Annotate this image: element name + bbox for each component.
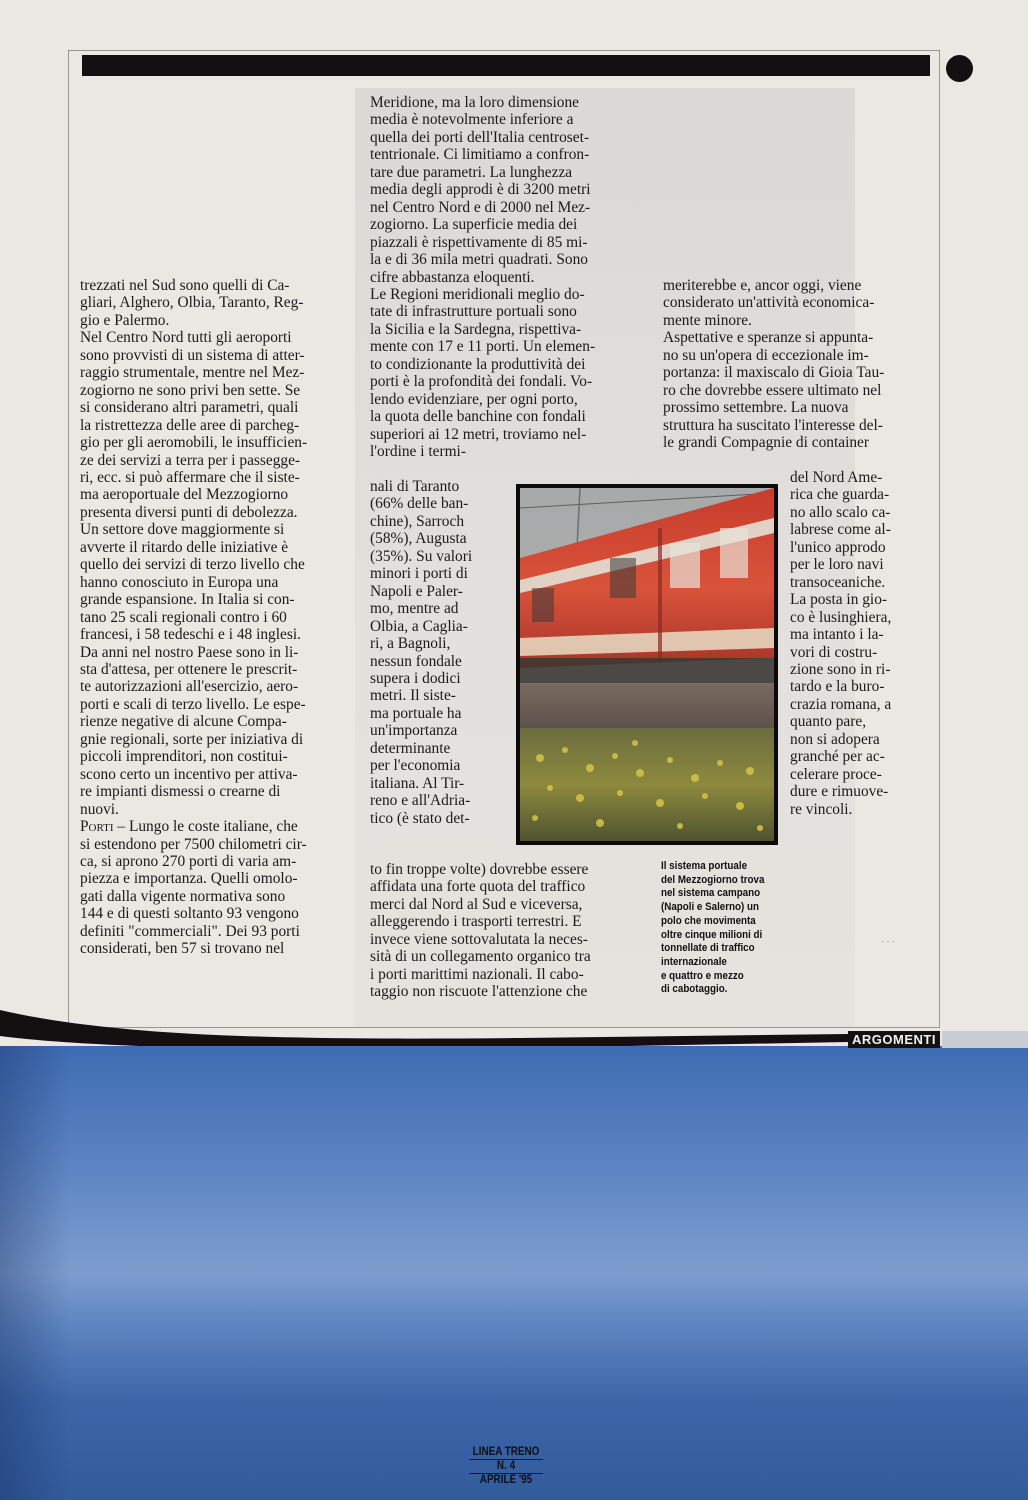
- column-3-paragraphs: [663, 277, 935, 452]
- text-line: gliari, Alghero, Olbia, Taranto, Reg-: [80, 294, 304, 312]
- text-line: la ristrettezza delle aree di parcheg-: [80, 416, 300, 434]
- footer-issue: N. 4: [469, 1460, 543, 1474]
- footer-magazine-name: LINEA TRENO: [469, 1446, 543, 1460]
- text-line: Napoli e Paler-: [370, 582, 463, 600]
- text-line: ze dei servizi a terra per i passegge-: [80, 451, 301, 469]
- sea-background: [0, 1046, 1028, 1500]
- text-line: porti è la profondità dei fondali. Vo-: [370, 373, 593, 391]
- text-line: un'importanza: [370, 722, 458, 740]
- text-line: ma aeroportuale del Mezzogiorno: [80, 486, 289, 504]
- text-line: gati dalla vigente normativa sono: [80, 887, 286, 905]
- text-line: co è lusinghiera,: [790, 608, 892, 626]
- text-line: taggio non riscuote l'attenzione che: [370, 983, 588, 1001]
- text-line: (58%), Augusta: [370, 530, 467, 548]
- train-photo: [516, 484, 778, 845]
- text-line: no su un'opera di eccezionale im-: [663, 346, 869, 364]
- text-line: to fin troppe volte) dovrebbe essere: [370, 861, 589, 878]
- section-label-extension: [942, 1031, 1028, 1048]
- text-line: determinante: [370, 739, 451, 757]
- text-line: zogiorno. La superficie media dei: [370, 216, 578, 234]
- caption-line: oltre cinque milioni di: [661, 928, 763, 941]
- text-line: francesi, i 58 tedeschi e i 48 inglesi.: [80, 626, 301, 644]
- text-line: ca, si aprono 270 porti di varia am-: [80, 852, 297, 870]
- text-line: si estendono per 7500 chilometri cir-: [80, 835, 307, 853]
- text-line: sono provvisti di un sistema di atter-: [80, 346, 305, 364]
- text-line: cifre abbastanza eloquenti.: [370, 268, 535, 286]
- text-line: definiti "commerciali". Dei 93 porti: [80, 922, 300, 940]
- text-line: considerati, ben 57 si trovano nel: [80, 940, 285, 958]
- caption-line: nel sistema campano: [661, 887, 761, 900]
- small-mark: · · ·: [881, 936, 895, 946]
- text-line: labrese come al-: [790, 521, 891, 539]
- text-line: crazia romana, a: [790, 695, 892, 713]
- text-line: affidata una forte quota del traffico: [370, 878, 586, 896]
- text-line: chine), Sarroch: [370, 512, 465, 530]
- text-line: la quota delle banchine con fondali: [370, 408, 586, 426]
- text-line: quello dei servizi di terzo livello che: [80, 556, 305, 574]
- text-line: invece viene sottovalutata la neces-: [370, 930, 588, 948]
- text-line: la e di 36 mila metri quadrati. Sono: [370, 251, 588, 269]
- footer-date: APRILE '95: [479, 1474, 533, 1486]
- column-2-wrap-text: [370, 478, 510, 827]
- caption-line: e quattro e mezzo: [661, 969, 744, 982]
- text-line: ma portuale ha: [370, 704, 462, 722]
- text-line: Da anni nel nostro Paese sono in li-: [80, 643, 299, 661]
- text-line: dure e rimuove-: [790, 783, 889, 801]
- text-line: ri, a Bagnoli,: [370, 635, 451, 653]
- porti-first-line: – Lungo le coste italiane, che: [113, 818, 298, 836]
- text-line: transoceaniche.: [790, 573, 886, 591]
- text-line: prossimo settembre. La nuova: [663, 399, 849, 417]
- text-line: te autorizzazioni all'esercizio, aero-: [80, 678, 299, 696]
- text-line: ro che dovrebbe essere ultimato nel: [663, 381, 882, 399]
- text-line: nel Centro Nord e di 2000 nel Mez-: [370, 198, 591, 216]
- text-line: reno e all'Adria-: [370, 792, 471, 810]
- text-line: trezzati nel Sud sono quelli di Ca-: [80, 277, 290, 294]
- text-line: nali di Taranto: [370, 478, 460, 495]
- text-line: piezza e importanza. Quelli omolo-: [80, 870, 298, 888]
- text-line: zogiorno ne sono privi ben sette. Se: [80, 381, 301, 399]
- text-line: tano 25 scali regionali contro i 60: [80, 608, 287, 626]
- article-column-2: [370, 94, 638, 461]
- text-line: mo, mentre ad: [370, 600, 459, 618]
- text-line: tico (è stato det-: [370, 809, 470, 827]
- text-line: considerato un'attività economica-: [663, 294, 875, 312]
- article-column-3: [663, 277, 935, 452]
- text-line: La posta in gio-: [790, 591, 888, 609]
- text-line: italiana. Al Tir-: [370, 774, 465, 792]
- text-line: Meridione, ma la loro dimensione: [370, 94, 580, 111]
- text-line: scono certo un incentivo per attiva-: [80, 765, 298, 783]
- text-line: mente minore.: [663, 311, 752, 329]
- text-line: nessun fondale: [370, 652, 462, 670]
- text-line: piazzali è rispettivamente di 85 mi-: [370, 233, 588, 251]
- text-line: superiori ai 12 metri, troviamo nel-: [370, 425, 587, 443]
- text-line: hanno conosciuto in Europa una: [80, 573, 279, 591]
- text-line: rienze negative di alcune Compa-: [80, 713, 287, 731]
- text-line: tardo e la buro-: [790, 678, 885, 696]
- text-line: l'unico approdo: [790, 538, 886, 556]
- porti-label: Porti: [80, 818, 114, 836]
- text-line: tate di infrastrutture portuali sono: [370, 303, 577, 321]
- text-line: Un settore dove maggiormente si: [80, 521, 285, 539]
- porti-paragraph-start: [80, 818, 350, 835]
- text-line: piccoli imprenditori, non costitui-: [80, 748, 288, 766]
- text-line: rica che guarda-: [790, 486, 890, 504]
- text-line: (35%). Su valori: [370, 547, 473, 565]
- text-line: lendo evidenziare, per ogni porto,: [370, 390, 578, 408]
- text-line: to condizionante la produttività dei: [370, 355, 586, 373]
- sea-shadow: [0, 1046, 70, 1500]
- text-line: (66% delle ban-: [370, 495, 469, 513]
- text-line: porti e scali di terzo livello. Le espe-: [80, 695, 306, 713]
- text-line: si considerano altri parametri, quali: [80, 399, 299, 417]
- text-line: gnie regionali, sorte per iniziativa di: [80, 730, 304, 748]
- text-line: Nel Centro Nord tutti gli aeroporti: [80, 329, 292, 347]
- text-line: gio per gli aeromobili, le insufficien-: [80, 434, 308, 452]
- text-line: sità di un collegamento organico tra: [370, 948, 591, 966]
- column-2-paragraphs: [370, 94, 638, 461]
- magazine-footer: [469, 1446, 543, 1487]
- text-line: merci dal Nord al Sud e viceversa,: [370, 895, 583, 913]
- caption-line: internazionale: [661, 955, 727, 968]
- column-2-bottom-text: [370, 861, 638, 1001]
- text-line: la Sicilia e la Sardegna, rispettiva-: [370, 320, 582, 338]
- text-line: re impianti dismessi o crearne di: [80, 783, 281, 801]
- caption-line: polo che movimenta: [661, 914, 756, 927]
- caption-line: tonnellate di traffico: [661, 942, 755, 955]
- text-line: re vincoli.: [790, 800, 853, 818]
- text-line: granché per ac-: [790, 748, 885, 766]
- text-line: per l'economia: [370, 757, 461, 775]
- text-line: struttura ha suscitato l'interesse del-: [663, 416, 883, 434]
- bullet-dot: [946, 55, 973, 82]
- text-line: Olbia, a Caglia-: [370, 617, 468, 635]
- caption-line: (Napoli e Salerno) un: [661, 901, 759, 914]
- caption-line: Il sistema portuale: [661, 860, 748, 872]
- text-line: ma intanto i la-: [790, 626, 884, 644]
- text-line: celerare proce-: [790, 765, 882, 783]
- text-line: quella dei porti dell'Italia centroset-: [370, 128, 590, 146]
- article-column-1: [80, 277, 350, 958]
- text-line: zione sono in ri-: [790, 660, 891, 678]
- section-label: ARGOMENTI: [848, 1031, 940, 1048]
- text-line: minori i porti di: [370, 565, 468, 583]
- text-line: mente con 17 e 11 porti. Un elemen-: [370, 338, 596, 356]
- text-line: alleggerendo i trasporti terrestri. E: [370, 913, 582, 931]
- text-line: grande espansione. In Italia si con-: [80, 591, 295, 609]
- photo-caption: [661, 860, 773, 997]
- text-line: i porti marittimi nazionali. Il cabo-: [370, 965, 584, 983]
- text-line: avverte il ritardo delle iniziative è: [80, 538, 289, 556]
- text-line: supera i dodici: [370, 669, 461, 687]
- text-line: media degli approdi è di 3200 metri: [370, 181, 591, 199]
- text-line: tare due parametri. La lunghezza: [370, 163, 573, 181]
- text-line: quanto pare,: [790, 713, 867, 731]
- text-line: gio e Palermo.: [80, 311, 170, 329]
- text-line: metri. Il siste-: [370, 687, 456, 705]
- text-line: per le loro navi: [790, 556, 884, 574]
- text-line: presenta diversi punti di debolezza.: [80, 503, 298, 521]
- text-line: ri, ecc. si può affermare che il siste-: [80, 468, 300, 486]
- text-line: sta d'attesa, per ottenere le prescrit-: [80, 660, 298, 678]
- caption-line: di cabotaggio.: [661, 983, 728, 996]
- text-line: del Nord Ame-: [790, 469, 883, 486]
- text-line: Le Regioni meridionali meglio do-: [370, 285, 585, 303]
- text-line: media è notevolmente inferiore a: [370, 111, 574, 129]
- text-line: 144 e di questi soltanto 93 vengono: [80, 905, 299, 923]
- column-1-porti-lines: [80, 836, 350, 958]
- text-line: tentrionale. Ci limitiamo a confron-: [370, 146, 590, 164]
- column-3-wrap-text: [790, 469, 938, 818]
- text-line: no allo scalo ca-: [790, 503, 891, 521]
- text-line: nuovi.: [80, 800, 119, 818]
- text-line: meriterebbe e, ancor oggi, viene: [663, 277, 862, 294]
- caption-line: del Mezzogiorno trova: [661, 873, 765, 886]
- text-line: raggio strumentale, mentre nel Mez-: [80, 364, 305, 382]
- text-line: l'ordine i termi-: [370, 443, 466, 461]
- column-1-paragraphs: [80, 277, 350, 818]
- text-line: portanza: il maxiscalo di Gioia Tau-: [663, 364, 885, 382]
- text-line: Aspettative e speranze si appunta-: [663, 329, 874, 347]
- header-bar: [82, 55, 930, 76]
- text-line: non si adopera: [790, 730, 880, 748]
- text-line: le grandi Compagnie di container: [663, 434, 870, 452]
- text-line: vori di costru-: [790, 643, 878, 661]
